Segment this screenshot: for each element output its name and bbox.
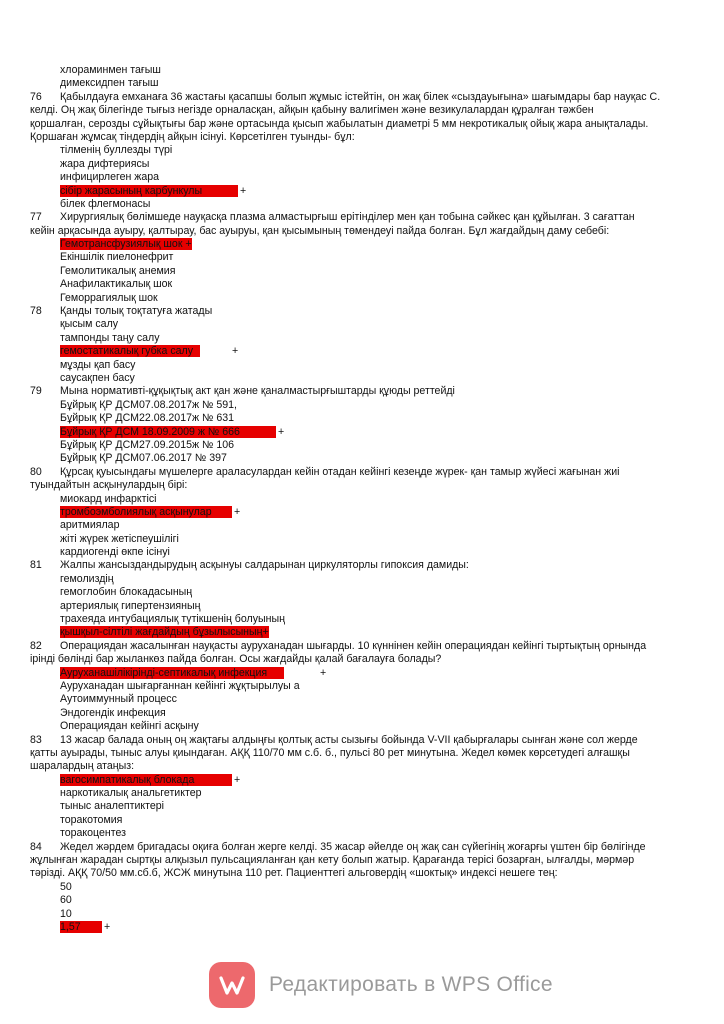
option: Геморрагиялық шок xyxy=(60,291,158,304)
document-body xyxy=(30,64,700,934)
correct-option xyxy=(30,921,700,934)
option: жара дифтериясы xyxy=(60,157,150,170)
correct-option xyxy=(30,774,700,787)
answer-highlight: Ауруханашілікірінді-септикалық инфекция xyxy=(60,667,284,679)
question-text: Құрсақ қуысындағы мүшелерге араласулардан кейін отадан кейінгі кезеңде жүрек- қан тамыр жүйесі жағынан жиі xyxy=(60,465,620,478)
question-text: туындайтын асқынулардың бірі: xyxy=(30,479,188,492)
question-82 xyxy=(30,640,700,653)
option: жіті жүрек жетіспеушілігі xyxy=(60,532,179,545)
option: миокард инфарктісі xyxy=(60,492,157,505)
question-number: 77 xyxy=(30,211,42,224)
option: гемолиздің xyxy=(60,572,114,585)
question-number: 84 xyxy=(30,840,42,853)
question-text: қоршалған, серозды сұйықтығы бар және ортасында қысып жабылатын диаметрі 5 мм некротикалық ойық жара анықталады. xyxy=(30,117,649,130)
answer-highlight xyxy=(60,626,269,638)
answer-highlight: тромбоэмболиялық асқынулар xyxy=(60,506,232,518)
option: Бұйрық ҚР ДСМ07.08.2017ж № 591, xyxy=(60,398,237,411)
option: Бұйрық ҚР ДСМ07.06.2017 № 397 xyxy=(60,452,227,465)
question-number: 76 xyxy=(30,90,42,103)
option: 60 xyxy=(60,894,72,907)
correct-marker: + xyxy=(240,184,247,197)
question-number: 78 xyxy=(30,305,42,318)
correct-option xyxy=(30,626,700,639)
option: кардиогенді өкпе ісінуі xyxy=(60,546,170,559)
wps-logo-icon[interactable] xyxy=(209,962,255,1008)
option: Ауруханадан шығарғаннан кейінгі жұқтырылуы а xyxy=(60,679,300,692)
answer-highlight: вагосимпатикалық блокада xyxy=(60,774,232,786)
question-83 xyxy=(30,734,700,747)
correct-option xyxy=(30,345,700,358)
question-77 xyxy=(30,211,700,224)
correct-option xyxy=(30,667,700,680)
question-number: 81 xyxy=(30,559,42,572)
question-text: Жалпы жансыздандырудың асқынуы салдарынан циркуляторлы гипоксия дамиды: xyxy=(60,559,469,572)
option: инфицирлеген жара xyxy=(60,171,160,184)
question-76 xyxy=(30,91,700,104)
question-text: тәрізді. АҚҚ 70/50 мм.сб.б, ЖСЖ минутына 110 рет. Пациенттегі альговердің «шоктық» индексі нешеге тең: xyxy=(30,867,558,880)
correct-marker: + xyxy=(104,921,111,933)
option: Бұйрық ҚР ДСМ27.09.2015ж № 106 xyxy=(60,438,234,451)
option: Аутоиммунный процесс xyxy=(60,693,177,706)
option: хлораминмен тағыш xyxy=(60,64,161,76)
correct-option xyxy=(30,238,700,251)
option: артериялық гипертензияның xyxy=(60,599,201,612)
correct-marker: + xyxy=(262,626,269,639)
question-text: ірінді бөлінді бар жыланкөз пайда болған. Осы жағдайды қалай бағалауға болады? xyxy=(30,653,442,666)
question-81 xyxy=(30,559,700,572)
option: торакотомия xyxy=(60,813,123,826)
option: Бұйрық ҚР ДСМ22.08.2017ж № 631 xyxy=(60,412,234,425)
question-text: 13 жасар балада оның оң жақтағы алдыңғы қолтық асты сызығы бойында V-VII қабырғалары сынған және сол жерде xyxy=(60,733,638,746)
option: 10 xyxy=(60,907,72,920)
correct-marker: + xyxy=(320,666,327,679)
option: 50 xyxy=(60,880,72,893)
option: тыныс аналептиктері xyxy=(60,800,165,813)
option: аритмиялар xyxy=(60,519,120,532)
question-text: қатты ауырады, тыныс алуы қиындаған. АҚҚ 110/70 мм с.б. б., пульсі 80 рет минутына. Жедел көмек көрсетудегі алғашқы xyxy=(30,746,630,759)
question-number: 82 xyxy=(30,639,42,652)
option: Гемолитикалық анемия xyxy=(60,264,176,277)
correct-marker: + xyxy=(234,505,241,518)
wps-w-glyph xyxy=(217,970,247,1000)
correct-option xyxy=(30,426,700,439)
option: димексидпен тағыш xyxy=(60,77,159,90)
option: трахеяда интубациялық түтікшенің болуының xyxy=(60,613,285,626)
question-79 xyxy=(30,385,700,398)
option: саусақпен басу xyxy=(60,371,135,384)
option: гемоглобин блокадасының xyxy=(60,586,193,599)
question-text: Жедел жәрдем бригадасы оқиға болған жерге келді. 35 жасар әйелде оң жақ сан сүйегінің жоғарғы үштен бір бөлігінде xyxy=(60,840,646,853)
question-text: Қанды толық тоқтатуға жатады xyxy=(60,305,213,318)
question-78 xyxy=(30,305,700,318)
correct-marker: + xyxy=(234,773,241,786)
correct-option xyxy=(30,506,700,519)
question-text: Қабылдауға емханаға 36 жастағы қасапшы болып жұмыс істейтін, он жақ білек «сыздауығына» шағымдары бар науқас С. xyxy=(60,90,661,103)
correct-option xyxy=(30,185,700,198)
answer-highlight: 1,57 xyxy=(60,921,102,933)
question-number: 80 xyxy=(30,465,42,478)
question-number: 79 xyxy=(30,385,42,398)
option: білек флегмонасы xyxy=(60,197,151,210)
option: Екіншілік пиелонефрит xyxy=(60,251,174,264)
option: тілменің буллезды түрі xyxy=(60,144,173,157)
correct-marker: + xyxy=(232,345,239,358)
option: мұзды қап басу xyxy=(60,358,136,371)
option: Операциядан кейінгі асқыну xyxy=(60,720,199,733)
option: наркотикалық анальгетиктер xyxy=(60,787,202,800)
question-text: келді. Оң жақ білегінде тығыз негізде орналасқан, айқын қабыну валигімен және везикулалардан құралған тәжбен xyxy=(30,104,594,117)
question-text: шаралардың атаңыз: xyxy=(30,760,135,773)
question-text: жұлынған жарадан сыртқы алқызыл пульсацияланған қан кету болып жатыр. Қарағанда терісі бозарған, ылғалды, мәрмәр xyxy=(30,854,635,867)
question-80 xyxy=(30,466,700,479)
option-text: Гемотрансфузиялық шок xyxy=(60,238,183,251)
question-text: Мына нормативті-құқықтық акт қан және қаналмастырғыштарды құюды реттейді xyxy=(60,385,455,398)
option: Эндогендік инфекция xyxy=(60,706,166,719)
answer-highlight: Бұйрық ҚР ДСМ 18.09.2009 ж № 666 xyxy=(60,426,276,438)
question-text: кейін арқасында ауыру, қалтырау, бас ауыруы, қан қысымының төмендеуі пайда болған. Бұл жағдайдың даму себебі: xyxy=(30,224,610,237)
question-text: Операциядан жасалынған науқасты ауруханадан шығарды. 10 күннінен кейін операциядан кейінгі тыртықтың орнында xyxy=(60,639,647,652)
question-text: Қоршаған жұмсақ тіндердің айқын ісінуі. Көрсетілген туынды- бұл: xyxy=(30,130,355,143)
answer-highlight: гемостатикалық губка салу xyxy=(60,345,200,357)
option: Анафилактикалық шок xyxy=(60,278,173,291)
question-number: 83 xyxy=(30,733,42,746)
option-text: қышқыл-сілтілі жағдайдың бұзылысының xyxy=(60,626,263,639)
edit-in-wps-link[interactable]: Редактировать в WPS Office xyxy=(269,973,553,996)
option: торакоцентез xyxy=(60,827,126,840)
answer-highlight: сібір жарасының карбункулы xyxy=(60,185,238,197)
correct-marker: + xyxy=(278,425,285,438)
question-text: Хирургиялық бөлімшеде науқасқа плазма алмастырғыш ерітінділер мен қан тобына сәйкес қан құйылған. 3 сағаттан xyxy=(60,211,635,224)
question-84 xyxy=(30,841,700,854)
option: қысым салу xyxy=(60,318,119,331)
correct-marker: + xyxy=(185,238,192,251)
answer-highlight xyxy=(60,238,192,250)
wps-edit-banner[interactable] xyxy=(209,961,553,1009)
option: тампонды таңу салу xyxy=(60,331,160,344)
